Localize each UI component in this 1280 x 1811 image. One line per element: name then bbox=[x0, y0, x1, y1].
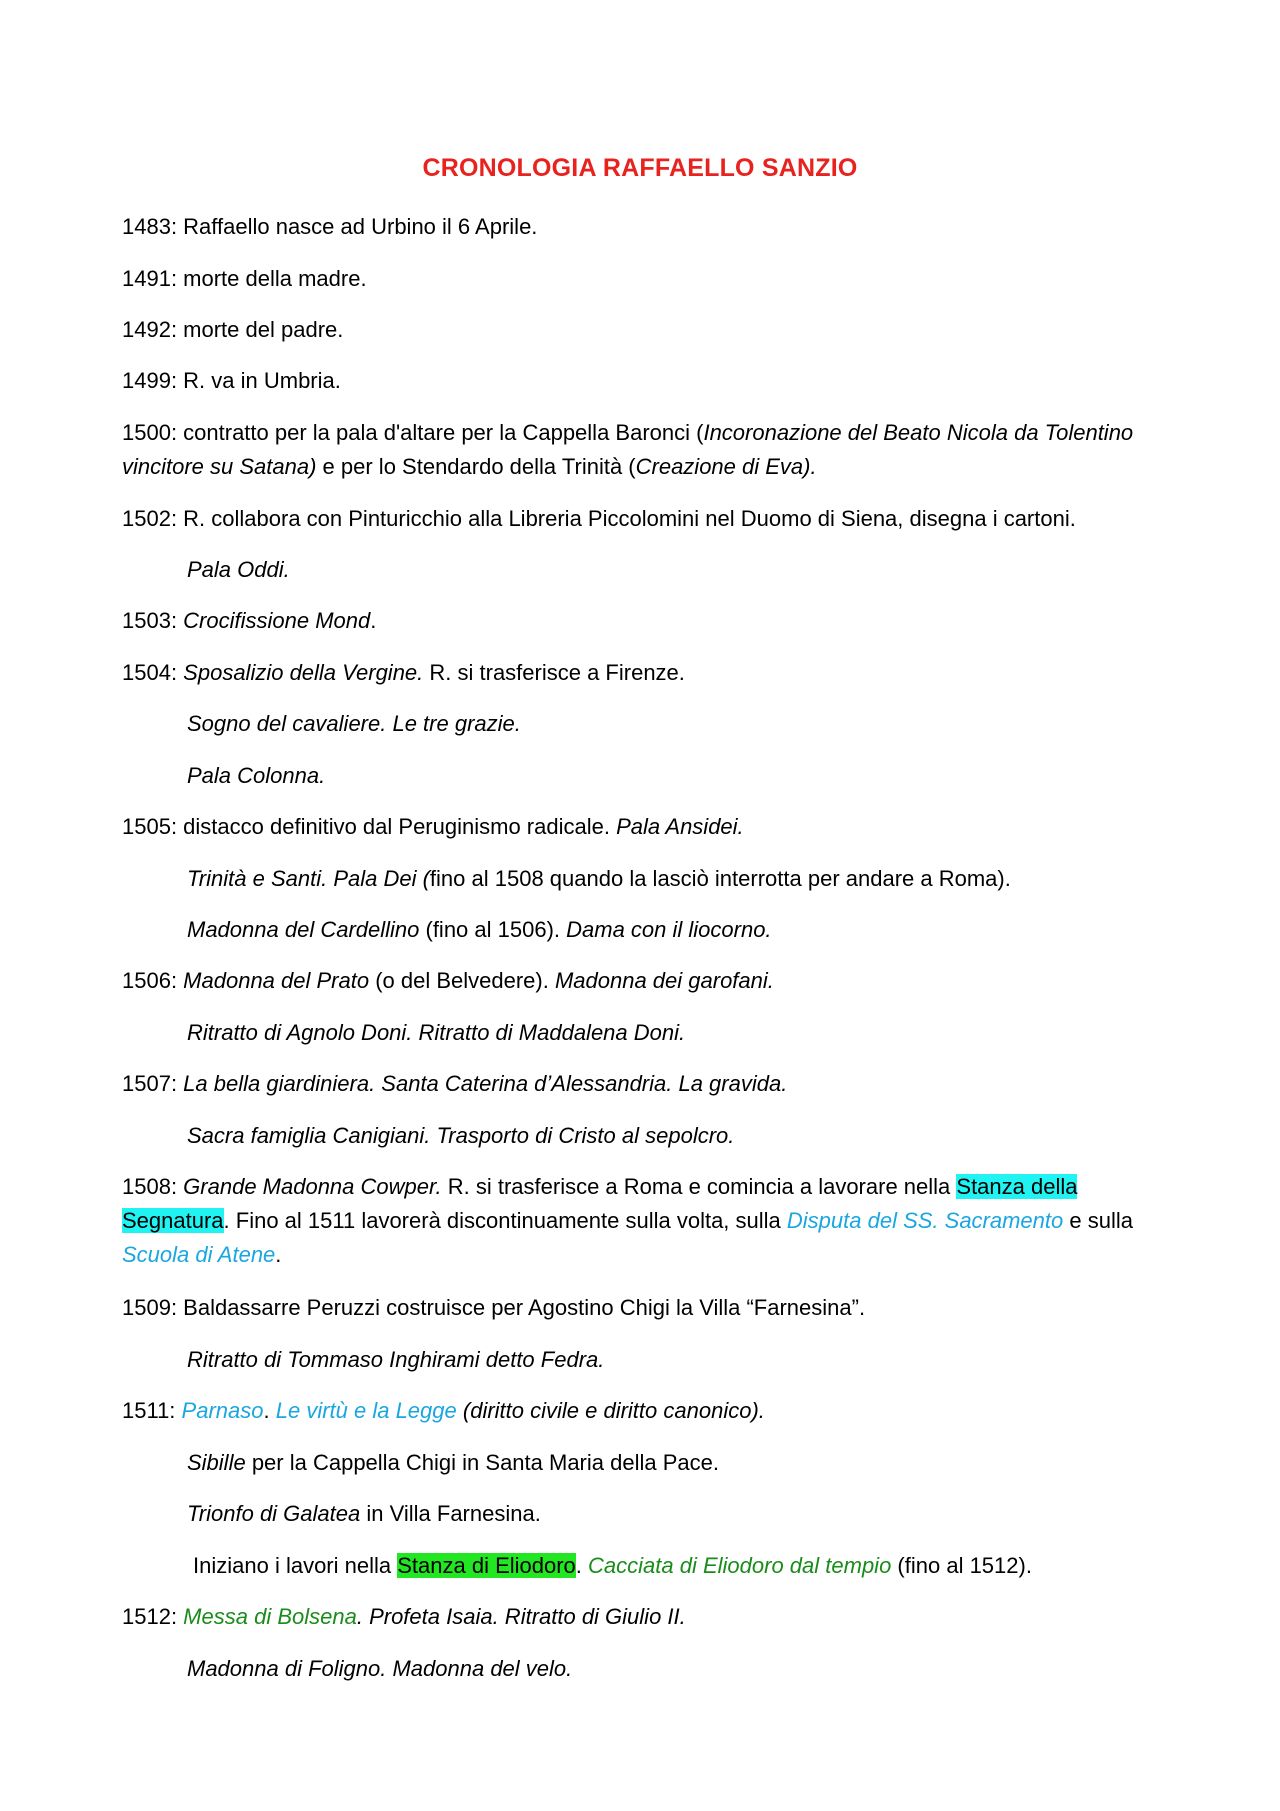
entry-1505 bbox=[122, 810, 1167, 844]
entry-1507 bbox=[122, 1067, 1167, 1101]
entry-text: fino al 1508 quando la lasciò interrotta per andare a Roma). bbox=[429, 866, 1011, 891]
entry-text: R. si trasferisce a Roma e comincia a lavorare nella bbox=[441, 1174, 957, 1199]
entry-text: 1504: bbox=[122, 660, 184, 685]
entry-1511-works-3 bbox=[193, 1549, 1238, 1583]
artwork-title: Cacciata di Eliodoro dal tempio bbox=[588, 1553, 892, 1578]
page-title: CRONOLOGIA RAFFAELLO SANZIO bbox=[422, 154, 858, 182]
artwork-title: Grande Madonna Cowper. bbox=[183, 1174, 442, 1199]
entry-1492 bbox=[122, 313, 1167, 347]
entry-1512 bbox=[122, 1600, 1167, 1634]
entry-text: per la Cappella Chigi in Santa Maria della Pace. bbox=[245, 1450, 719, 1475]
artwork-title: Madonna dei garofani. bbox=[554, 968, 774, 993]
artwork-title: Scuola di Atene bbox=[122, 1242, 276, 1267]
artwork-title: Pala Ansidei. bbox=[616, 814, 744, 839]
entry-text: . Fino al 1511 lavorerà discontinuamente sulla volta, sulla bbox=[223, 1208, 787, 1233]
artwork-title: Pala Colonna. bbox=[187, 763, 326, 788]
entry-1504-works-2 bbox=[187, 759, 1232, 793]
entry-text: R. si trasferisce a Firenze. bbox=[423, 660, 685, 685]
entry-text: . bbox=[356, 1604, 370, 1629]
artwork-title: Profeta Isaia. Ritratto di Giulio II. bbox=[369, 1604, 686, 1629]
entry-1500 bbox=[122, 416, 1167, 484]
artwork-title: Madonna del Cardellino bbox=[187, 917, 420, 942]
entry-1507-works bbox=[187, 1119, 1232, 1153]
artwork-title: Sogno del cavaliere. Le tre grazie. bbox=[187, 711, 521, 736]
entry-text: 1491: morte della madre. bbox=[122, 266, 367, 291]
artwork-title: Sacra famiglia Canigiani. Trasporto di Cristo al sepolcro. bbox=[187, 1123, 735, 1148]
entry-text: Iniziano i lavori nella bbox=[193, 1553, 398, 1578]
artwork-title: Messa di Bolsena bbox=[183, 1604, 357, 1629]
highlighted-room: Stanza di Eliodoro bbox=[397, 1553, 576, 1578]
entry-text: e sulla bbox=[1063, 1208, 1133, 1233]
artwork-title: Le virtù e la Legge bbox=[275, 1398, 457, 1423]
artwork-title: Dama con il liocorno. bbox=[566, 917, 772, 942]
entry-1512-works bbox=[187, 1652, 1232, 1686]
entry-text: . bbox=[263, 1398, 276, 1423]
entry-1511 bbox=[122, 1394, 1167, 1428]
artwork-title: Parnaso bbox=[181, 1398, 264, 1423]
entry-text: (diritto civile e diritto canonico). bbox=[456, 1398, 765, 1423]
entry-text: 1500: contratto per la pala d'altare per la Cappella Baronci ( bbox=[122, 420, 704, 445]
entry-1508 bbox=[122, 1170, 1167, 1272]
entry-1506 bbox=[122, 964, 1167, 998]
artwork-title: Crocifissione Mond bbox=[183, 608, 371, 633]
entry-1511-works-2 bbox=[187, 1497, 1232, 1531]
artwork-title: Madonna del Prato bbox=[183, 968, 370, 993]
entry-text: (fino al 1512). bbox=[891, 1553, 1032, 1578]
entry-1499 bbox=[122, 364, 1167, 398]
entry-text: e per lo Stendardo della Trinità ( bbox=[316, 454, 636, 479]
artwork-title: Creazione di Eva). bbox=[635, 454, 817, 479]
entry-text: 1505: distacco definitivo dal Peruginismo radicale. bbox=[122, 814, 617, 839]
entry-1504 bbox=[122, 656, 1167, 690]
entry-text: 1508: bbox=[122, 1174, 184, 1199]
entry-1502 bbox=[122, 502, 1167, 536]
entry-text: 1499: R. va in Umbria. bbox=[122, 368, 341, 393]
artwork-title: Madonna di Foligno. Madonna del velo. bbox=[187, 1656, 573, 1681]
highlighted-room: Stanza della Segnatura bbox=[122, 1174, 1078, 1233]
entry-text: 1503: bbox=[122, 608, 184, 633]
artwork-title: Trionfo di Galatea bbox=[187, 1501, 361, 1526]
entry-text: 1492: morte del padre. bbox=[122, 317, 344, 342]
entry-1506-works bbox=[187, 1016, 1232, 1050]
entry-1509 bbox=[122, 1291, 1167, 1325]
entry-text: in Villa Farnesina. bbox=[360, 1501, 541, 1526]
artwork-title: Pala Oddi. bbox=[187, 557, 290, 582]
artwork-title: La bella giardiniera. Santa Caterina d’Alessandria. La gravida. bbox=[183, 1071, 788, 1096]
entry-1503 bbox=[122, 604, 1167, 638]
entry-text: 1511: bbox=[122, 1398, 182, 1423]
entry-1511-works bbox=[187, 1446, 1232, 1480]
artwork-title: Sposalizio della Vergine. bbox=[183, 660, 424, 685]
entry-1491 bbox=[122, 262, 1167, 296]
entry-text: (fino al 1506). bbox=[419, 917, 567, 942]
entry-text: . bbox=[275, 1242, 282, 1267]
entry-1505-works-2 bbox=[187, 913, 1232, 947]
entry-1502-works bbox=[187, 553, 1232, 587]
entry-text: 1507: bbox=[122, 1071, 184, 1096]
entry-text: 1502: R. collabora con Pinturicchio alla Libreria Piccolomini nel Duomo di Siena, disegna i cartoni. bbox=[122, 506, 1076, 531]
entry-1483 bbox=[122, 210, 1167, 244]
entry-text: . bbox=[370, 608, 377, 633]
entry-text: 1483: Raffaello nasce ad Urbino il 6 Aprile. bbox=[122, 214, 538, 239]
entry-text: (o del Belvedere). bbox=[369, 968, 555, 993]
artwork-title: Ritratto di Agnolo Doni. Ritratto di Maddalena Doni. bbox=[187, 1020, 686, 1045]
entry-1505-works bbox=[187, 862, 1232, 896]
artwork-title: Disputa del SS. Sacramento bbox=[786, 1208, 1064, 1233]
artwork-title: Incoronazione del Beato Nicola da Tolentino vincitore su Satana) bbox=[122, 420, 1134, 479]
entry-text: . bbox=[575, 1553, 589, 1578]
entry-1509-works bbox=[187, 1343, 1232, 1377]
artwork-title: Trinità e Santi. Pala Dei ( bbox=[187, 866, 430, 891]
entry-text: 1512: bbox=[122, 1604, 184, 1629]
entry-text: 1509: Baldassarre Peruzzi costruisce per Agostino Chigi la Villa “Farnesina”. bbox=[122, 1295, 866, 1320]
artwork-title: Ritratto di Tommaso Inghirami detto Fedra. bbox=[187, 1347, 605, 1372]
artwork-title: Sibille bbox=[187, 1450, 246, 1475]
entry-text: 1506: bbox=[122, 968, 184, 993]
entry-1504-works bbox=[187, 707, 1232, 741]
